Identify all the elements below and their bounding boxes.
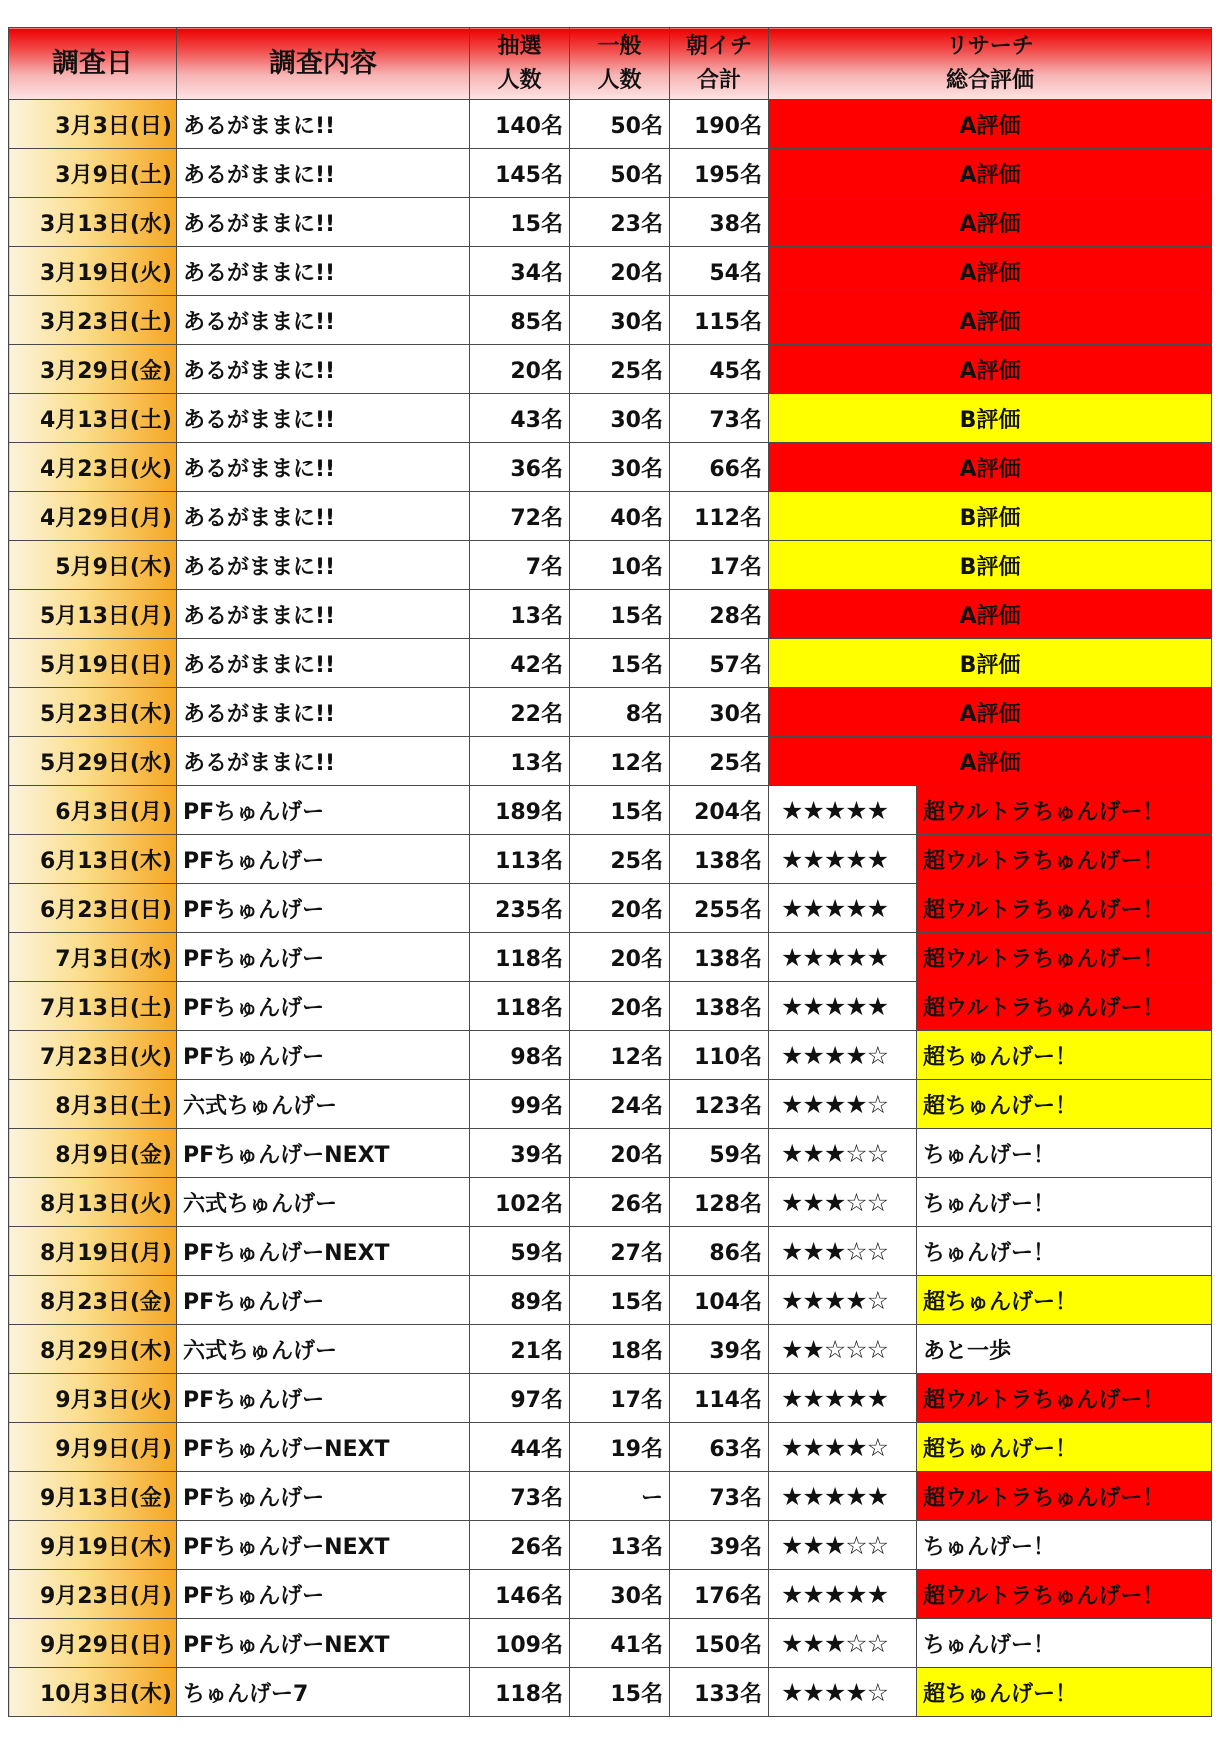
survey-date: 8月13日(火) xyxy=(9,1178,177,1227)
verdict-label: 超ウルトラちゅんげー！ xyxy=(917,786,1212,835)
header-general-line2: 人数 xyxy=(597,67,642,93)
table-row xyxy=(9,835,1212,884)
survey-content: あるがままに!! xyxy=(177,688,470,737)
lottery-count: 113名 xyxy=(470,835,570,884)
verdict-label: 超ウルトラちゅんげー！ xyxy=(917,933,1212,982)
general-count: 50名 xyxy=(570,149,670,198)
star-rating: ★★★☆☆ xyxy=(769,1619,917,1668)
lottery-count: 89名 xyxy=(470,1276,570,1325)
star-rating: ★★★★☆ xyxy=(769,1276,917,1325)
lottery-count: 146名 xyxy=(470,1570,570,1619)
overall-grade: B評価 xyxy=(769,541,1212,590)
survey-content: 六式ちゅんげー xyxy=(177,1325,470,1374)
verdict-label: ちゅんげー！ xyxy=(917,1521,1212,1570)
morning-total: 138名 xyxy=(670,933,769,982)
general-count: 20名 xyxy=(570,982,670,1031)
lottery-count: 145名 xyxy=(470,149,570,198)
survey-date: 6月23日(日) xyxy=(9,884,177,933)
lottery-count: 97名 xyxy=(470,1374,570,1423)
header-lottery xyxy=(470,28,570,100)
verdict-label: ちゅんげー！ xyxy=(917,1619,1212,1668)
morning-total: 57名 xyxy=(670,639,769,688)
lottery-count: 72名 xyxy=(470,492,570,541)
header-general-line1: 一般 xyxy=(597,33,642,59)
general-count: 20名 xyxy=(570,247,670,296)
general-count: 25名 xyxy=(570,345,670,394)
overall-grade: A評価 xyxy=(769,149,1212,198)
lottery-count: 102名 xyxy=(470,1178,570,1227)
general-count: 15名 xyxy=(570,786,670,835)
star-rating: ★★★★★ xyxy=(769,1570,917,1619)
header-research-line1: リサーチ xyxy=(946,33,1034,59)
star-rating: ★★★★★ xyxy=(769,835,917,884)
morning-total: 123名 xyxy=(670,1080,769,1129)
header-lottery-line2: 人数 xyxy=(497,67,542,93)
survey-content: PFちゅんげー xyxy=(177,835,470,884)
morning-total: 114名 xyxy=(670,1374,769,1423)
survey-content: PFちゅんげーNEXT xyxy=(177,1521,470,1570)
star-rating: ★★★★★ xyxy=(769,884,917,933)
header-research-line2: 総合評価 xyxy=(946,67,1035,93)
morning-total: 112名 xyxy=(670,492,769,541)
general-count: 41名 xyxy=(570,1619,670,1668)
survey-content: PFちゅんげー xyxy=(177,884,470,933)
general-count: 13名 xyxy=(570,1521,670,1570)
star-rating: ★★★☆☆ xyxy=(769,1178,917,1227)
survey-content: あるがままに!! xyxy=(177,492,470,541)
survey-content: あるがままに!! xyxy=(177,247,470,296)
morning-total: 63名 xyxy=(670,1423,769,1472)
general-count: 15名 xyxy=(570,1668,670,1717)
lottery-count: 118名 xyxy=(470,933,570,982)
star-rating: ★★★☆☆ xyxy=(769,1227,917,1276)
header-research xyxy=(769,28,1212,100)
table-row xyxy=(9,100,1212,149)
survey-content: PFちゅんげーNEXT xyxy=(177,1423,470,1472)
lottery-count: 34名 xyxy=(470,247,570,296)
lottery-count: 98名 xyxy=(470,1031,570,1080)
lottery-count: 20名 xyxy=(470,345,570,394)
survey-content: PFちゅんげー xyxy=(177,933,470,982)
lottery-count: 21名 xyxy=(470,1325,570,1374)
survey-date: 8月23日(金) xyxy=(9,1276,177,1325)
survey-date: 10月3日(木) xyxy=(9,1668,177,1717)
survey-content: あるがままに!! xyxy=(177,345,470,394)
morning-total: 66名 xyxy=(670,443,769,492)
survey-content: 六式ちゅんげー xyxy=(177,1178,470,1227)
general-count: 26名 xyxy=(570,1178,670,1227)
lottery-count: 118名 xyxy=(470,1668,570,1717)
lottery-count: 15名 xyxy=(470,198,570,247)
general-count: 8名 xyxy=(570,688,670,737)
overall-grade: A評価 xyxy=(769,100,1212,149)
morning-total: 28名 xyxy=(670,590,769,639)
lottery-count: 44名 xyxy=(470,1423,570,1472)
table-row xyxy=(9,639,1212,688)
table-header xyxy=(9,28,1212,100)
morning-total: 190名 xyxy=(670,100,769,149)
survey-content: あるがままに!! xyxy=(177,198,470,247)
table-row xyxy=(9,1619,1212,1668)
survey-content: あるがままに!! xyxy=(177,541,470,590)
star-rating: ★★★★☆ xyxy=(769,1423,917,1472)
overall-grade: B評価 xyxy=(769,394,1212,443)
survey-date: 8月9日(金) xyxy=(9,1129,177,1178)
overall-grade: B評価 xyxy=(769,492,1212,541)
survey-date: 8月29日(木) xyxy=(9,1325,177,1374)
lottery-count: 43名 xyxy=(470,394,570,443)
morning-total: 133名 xyxy=(670,1668,769,1717)
header-row xyxy=(9,28,1212,100)
verdict-label: 超ちゅんげー！ xyxy=(917,1276,1212,1325)
morning-total: 54名 xyxy=(670,247,769,296)
general-count: 30名 xyxy=(570,296,670,345)
general-count: 15名 xyxy=(570,639,670,688)
survey-date: 4月29日(月) xyxy=(9,492,177,541)
general-count: 15名 xyxy=(570,590,670,639)
table-row xyxy=(9,149,1212,198)
survey-content: あるがままに!! xyxy=(177,590,470,639)
header-general xyxy=(570,28,670,100)
morning-total: 73名 xyxy=(670,1472,769,1521)
lottery-count: 109名 xyxy=(470,1619,570,1668)
overall-grade: A評価 xyxy=(769,590,1212,639)
overall-grade: A評価 xyxy=(769,688,1212,737)
verdict-label: ちゅんげー！ xyxy=(917,1129,1212,1178)
table-row xyxy=(9,541,1212,590)
star-rating: ★★★☆☆ xyxy=(769,1521,917,1570)
overall-grade: A評価 xyxy=(769,443,1212,492)
lottery-count: 99名 xyxy=(470,1080,570,1129)
morning-total: 59名 xyxy=(670,1129,769,1178)
table-row xyxy=(9,394,1212,443)
lottery-count: 22名 xyxy=(470,688,570,737)
survey-content: PFちゅんげー xyxy=(177,982,470,1031)
survey-content: あるがままに!! xyxy=(177,100,470,149)
survey-content: PFちゅんげー xyxy=(177,1374,470,1423)
table-row xyxy=(9,1129,1212,1178)
survey-content: あるがままに!! xyxy=(177,737,470,786)
survey-content: あるがままに!! xyxy=(177,394,470,443)
general-count: 30名 xyxy=(570,443,670,492)
general-count: 12名 xyxy=(570,1031,670,1080)
overall-grade: A評価 xyxy=(769,345,1212,394)
survey-date: 4月13日(土) xyxy=(9,394,177,443)
overall-grade: A評価 xyxy=(769,198,1212,247)
table-row xyxy=(9,933,1212,982)
survey-date: 3月23日(土) xyxy=(9,296,177,345)
survey-date: 6月13日(木) xyxy=(9,835,177,884)
morning-total: 73名 xyxy=(670,394,769,443)
header-lottery-line1: 抽選 xyxy=(497,33,542,59)
table-row xyxy=(9,1031,1212,1080)
verdict-label: ちゅんげー！ xyxy=(917,1178,1212,1227)
general-count: 10名 xyxy=(570,541,670,590)
table-row xyxy=(9,296,1212,345)
table-body xyxy=(9,100,1212,1717)
survey-date: 3月9日(土) xyxy=(9,149,177,198)
table-row xyxy=(9,1227,1212,1276)
morning-total: 115名 xyxy=(670,296,769,345)
survey-content: PFちゅんげーNEXT xyxy=(177,1129,470,1178)
morning-total: 128名 xyxy=(670,1178,769,1227)
morning-total: 255名 xyxy=(670,884,769,933)
survey-date: 5月9日(木) xyxy=(9,541,177,590)
table-row xyxy=(9,590,1212,639)
table-row xyxy=(9,1276,1212,1325)
verdict-label: 超ウルトラちゅんげー！ xyxy=(917,835,1212,884)
lottery-count: 85名 xyxy=(470,296,570,345)
verdict-label: 超ちゅんげー！ xyxy=(917,1080,1212,1129)
morning-total: 39名 xyxy=(670,1521,769,1570)
table-row xyxy=(9,737,1212,786)
lottery-count: 13名 xyxy=(470,737,570,786)
morning-total: 25名 xyxy=(670,737,769,786)
survey-date: 4月23日(火) xyxy=(9,443,177,492)
survey-content: あるがままに!! xyxy=(177,296,470,345)
lottery-count: 73名 xyxy=(470,1472,570,1521)
general-count: 40名 xyxy=(570,492,670,541)
table-row xyxy=(9,982,1212,1031)
table-row xyxy=(9,443,1212,492)
survey-date: 9月23日(月) xyxy=(9,1570,177,1619)
table-row xyxy=(9,1374,1212,1423)
lottery-count: 36名 xyxy=(470,443,570,492)
overall-grade: B評価 xyxy=(769,639,1212,688)
general-count: 30名 xyxy=(570,1570,670,1619)
overall-grade: A評価 xyxy=(769,737,1212,786)
survey-content: PFちゅんげーNEXT xyxy=(177,1619,470,1668)
survey-content: PFちゅんげー xyxy=(177,1570,470,1619)
header-content: 調査内容 xyxy=(177,28,470,100)
general-count: 24名 xyxy=(570,1080,670,1129)
verdict-label: ちゅんげー！ xyxy=(917,1227,1212,1276)
star-rating: ★★★★☆ xyxy=(769,1031,917,1080)
star-rating: ★★☆☆☆ xyxy=(769,1325,917,1374)
survey-content: あるがままに!! xyxy=(177,639,470,688)
verdict-label: 超ウルトラちゅんげー！ xyxy=(917,884,1212,933)
lottery-count: 59名 xyxy=(470,1227,570,1276)
survey-content: PFちゅんげー xyxy=(177,1276,470,1325)
star-rating: ★★★★★ xyxy=(769,1374,917,1423)
table-row xyxy=(9,1325,1212,1374)
lottery-count: 26名 xyxy=(470,1521,570,1570)
survey-date: 7月23日(火) xyxy=(9,1031,177,1080)
survey-content: PFちゅんげー xyxy=(177,1472,470,1521)
general-count: 20名 xyxy=(570,1129,670,1178)
survey-date: 8月19日(月) xyxy=(9,1227,177,1276)
header-total-line1: 朝イチ xyxy=(685,33,752,59)
table-row xyxy=(9,1570,1212,1619)
lottery-count: 42名 xyxy=(470,639,570,688)
verdict-label: 超ウルトラちゅんげー！ xyxy=(917,1570,1212,1619)
research-results-table xyxy=(8,27,1212,1717)
general-count: 15名 xyxy=(570,1276,670,1325)
table-row xyxy=(9,1521,1212,1570)
survey-content: PFちゅんげーNEXT xyxy=(177,1227,470,1276)
survey-date: 5月23日(木) xyxy=(9,688,177,737)
morning-total: 104名 xyxy=(670,1276,769,1325)
morning-total: 150名 xyxy=(670,1619,769,1668)
morning-total: 30名 xyxy=(670,688,769,737)
survey-content: PFちゅんげー xyxy=(177,786,470,835)
table-row xyxy=(9,1080,1212,1129)
survey-date: 5月29日(水) xyxy=(9,737,177,786)
general-count: 18名 xyxy=(570,1325,670,1374)
lottery-count: 189名 xyxy=(470,786,570,835)
survey-content: あるがままに!! xyxy=(177,443,470,492)
general-count: 50名 xyxy=(570,100,670,149)
star-rating: ★★★★★ xyxy=(769,786,917,835)
table-row xyxy=(9,884,1212,933)
general-count: ー xyxy=(570,1472,670,1521)
overall-grade: A評価 xyxy=(769,247,1212,296)
verdict-label: 超ちゅんげー！ xyxy=(917,1031,1212,1080)
morning-total: 45名 xyxy=(670,345,769,394)
star-rating: ★★★★☆ xyxy=(769,1080,917,1129)
morning-total: 176名 xyxy=(670,1570,769,1619)
general-count: 27名 xyxy=(570,1227,670,1276)
general-count: 19名 xyxy=(570,1423,670,1472)
survey-date: 9月9日(月) xyxy=(9,1423,177,1472)
star-rating: ★★★★★ xyxy=(769,1472,917,1521)
general-count: 20名 xyxy=(570,933,670,982)
survey-content: あるがままに!! xyxy=(177,149,470,198)
table-row xyxy=(9,492,1212,541)
verdict-label: あと一歩 xyxy=(917,1325,1212,1374)
survey-content: 六式ちゅんげー xyxy=(177,1080,470,1129)
survey-date: 3月13日(水) xyxy=(9,198,177,247)
survey-date: 8月3日(土) xyxy=(9,1080,177,1129)
survey-date: 3月19日(火) xyxy=(9,247,177,296)
survey-date: 9月3日(火) xyxy=(9,1374,177,1423)
table-row xyxy=(9,1178,1212,1227)
general-count: 30名 xyxy=(570,394,670,443)
table-row xyxy=(9,247,1212,296)
verdict-label: 超ちゅんげー！ xyxy=(917,1423,1212,1472)
survey-date: 9月29日(日) xyxy=(9,1619,177,1668)
header-total xyxy=(670,28,769,100)
survey-date: 7月13日(土) xyxy=(9,982,177,1031)
survey-date: 6月3日(月) xyxy=(9,786,177,835)
morning-total: 39名 xyxy=(670,1325,769,1374)
morning-total: 138名 xyxy=(670,982,769,1031)
morning-total: 138名 xyxy=(670,835,769,884)
survey-content: PFちゅんげー xyxy=(177,1031,470,1080)
general-count: 25名 xyxy=(570,835,670,884)
survey-date: 3月3日(日) xyxy=(9,100,177,149)
verdict-label: 超ウルトラちゅんげー！ xyxy=(917,1374,1212,1423)
morning-total: 204名 xyxy=(670,786,769,835)
general-count: 17名 xyxy=(570,1374,670,1423)
morning-total: 110名 xyxy=(670,1031,769,1080)
header-total-line2: 合計 xyxy=(696,67,741,93)
survey-content: ちゅんげー7 xyxy=(177,1668,470,1717)
morning-total: 38名 xyxy=(670,198,769,247)
survey-date: 3月29日(金) xyxy=(9,345,177,394)
table-row xyxy=(9,1423,1212,1472)
table-row xyxy=(9,786,1212,835)
table-row xyxy=(9,1472,1212,1521)
lottery-count: 7名 xyxy=(470,541,570,590)
table-row xyxy=(9,345,1212,394)
verdict-label: 超ちゅんげー！ xyxy=(917,1668,1212,1717)
table-row xyxy=(9,688,1212,737)
verdict-label: 超ウルトラちゅんげー！ xyxy=(917,982,1212,1031)
general-count: 20名 xyxy=(570,884,670,933)
lottery-count: 118名 xyxy=(470,982,570,1031)
survey-date: 5月13日(月) xyxy=(9,590,177,639)
general-count: 23名 xyxy=(570,198,670,247)
header-date: 調査日 xyxy=(9,28,177,100)
lottery-count: 140名 xyxy=(470,100,570,149)
lottery-count: 13名 xyxy=(470,590,570,639)
lottery-count: 39名 xyxy=(470,1129,570,1178)
star-rating: ★★★☆☆ xyxy=(769,1129,917,1178)
verdict-label: 超ウルトラちゅんげー！ xyxy=(917,1472,1212,1521)
general-count: 12名 xyxy=(570,737,670,786)
morning-total: 17名 xyxy=(670,541,769,590)
overall-grade: A評価 xyxy=(769,296,1212,345)
survey-date: 5月19日(日) xyxy=(9,639,177,688)
star-rating: ★★★★★ xyxy=(769,982,917,1031)
morning-total: 195名 xyxy=(670,149,769,198)
table-row xyxy=(9,198,1212,247)
star-rating: ★★★★☆ xyxy=(769,1668,917,1717)
star-rating: ★★★★★ xyxy=(769,933,917,982)
table-row xyxy=(9,1668,1212,1717)
lottery-count: 235名 xyxy=(470,884,570,933)
survey-date: 9月13日(金) xyxy=(9,1472,177,1521)
survey-date: 7月3日(水) xyxy=(9,933,177,982)
morning-total: 86名 xyxy=(670,1227,769,1276)
survey-date: 9月19日(木) xyxy=(9,1521,177,1570)
